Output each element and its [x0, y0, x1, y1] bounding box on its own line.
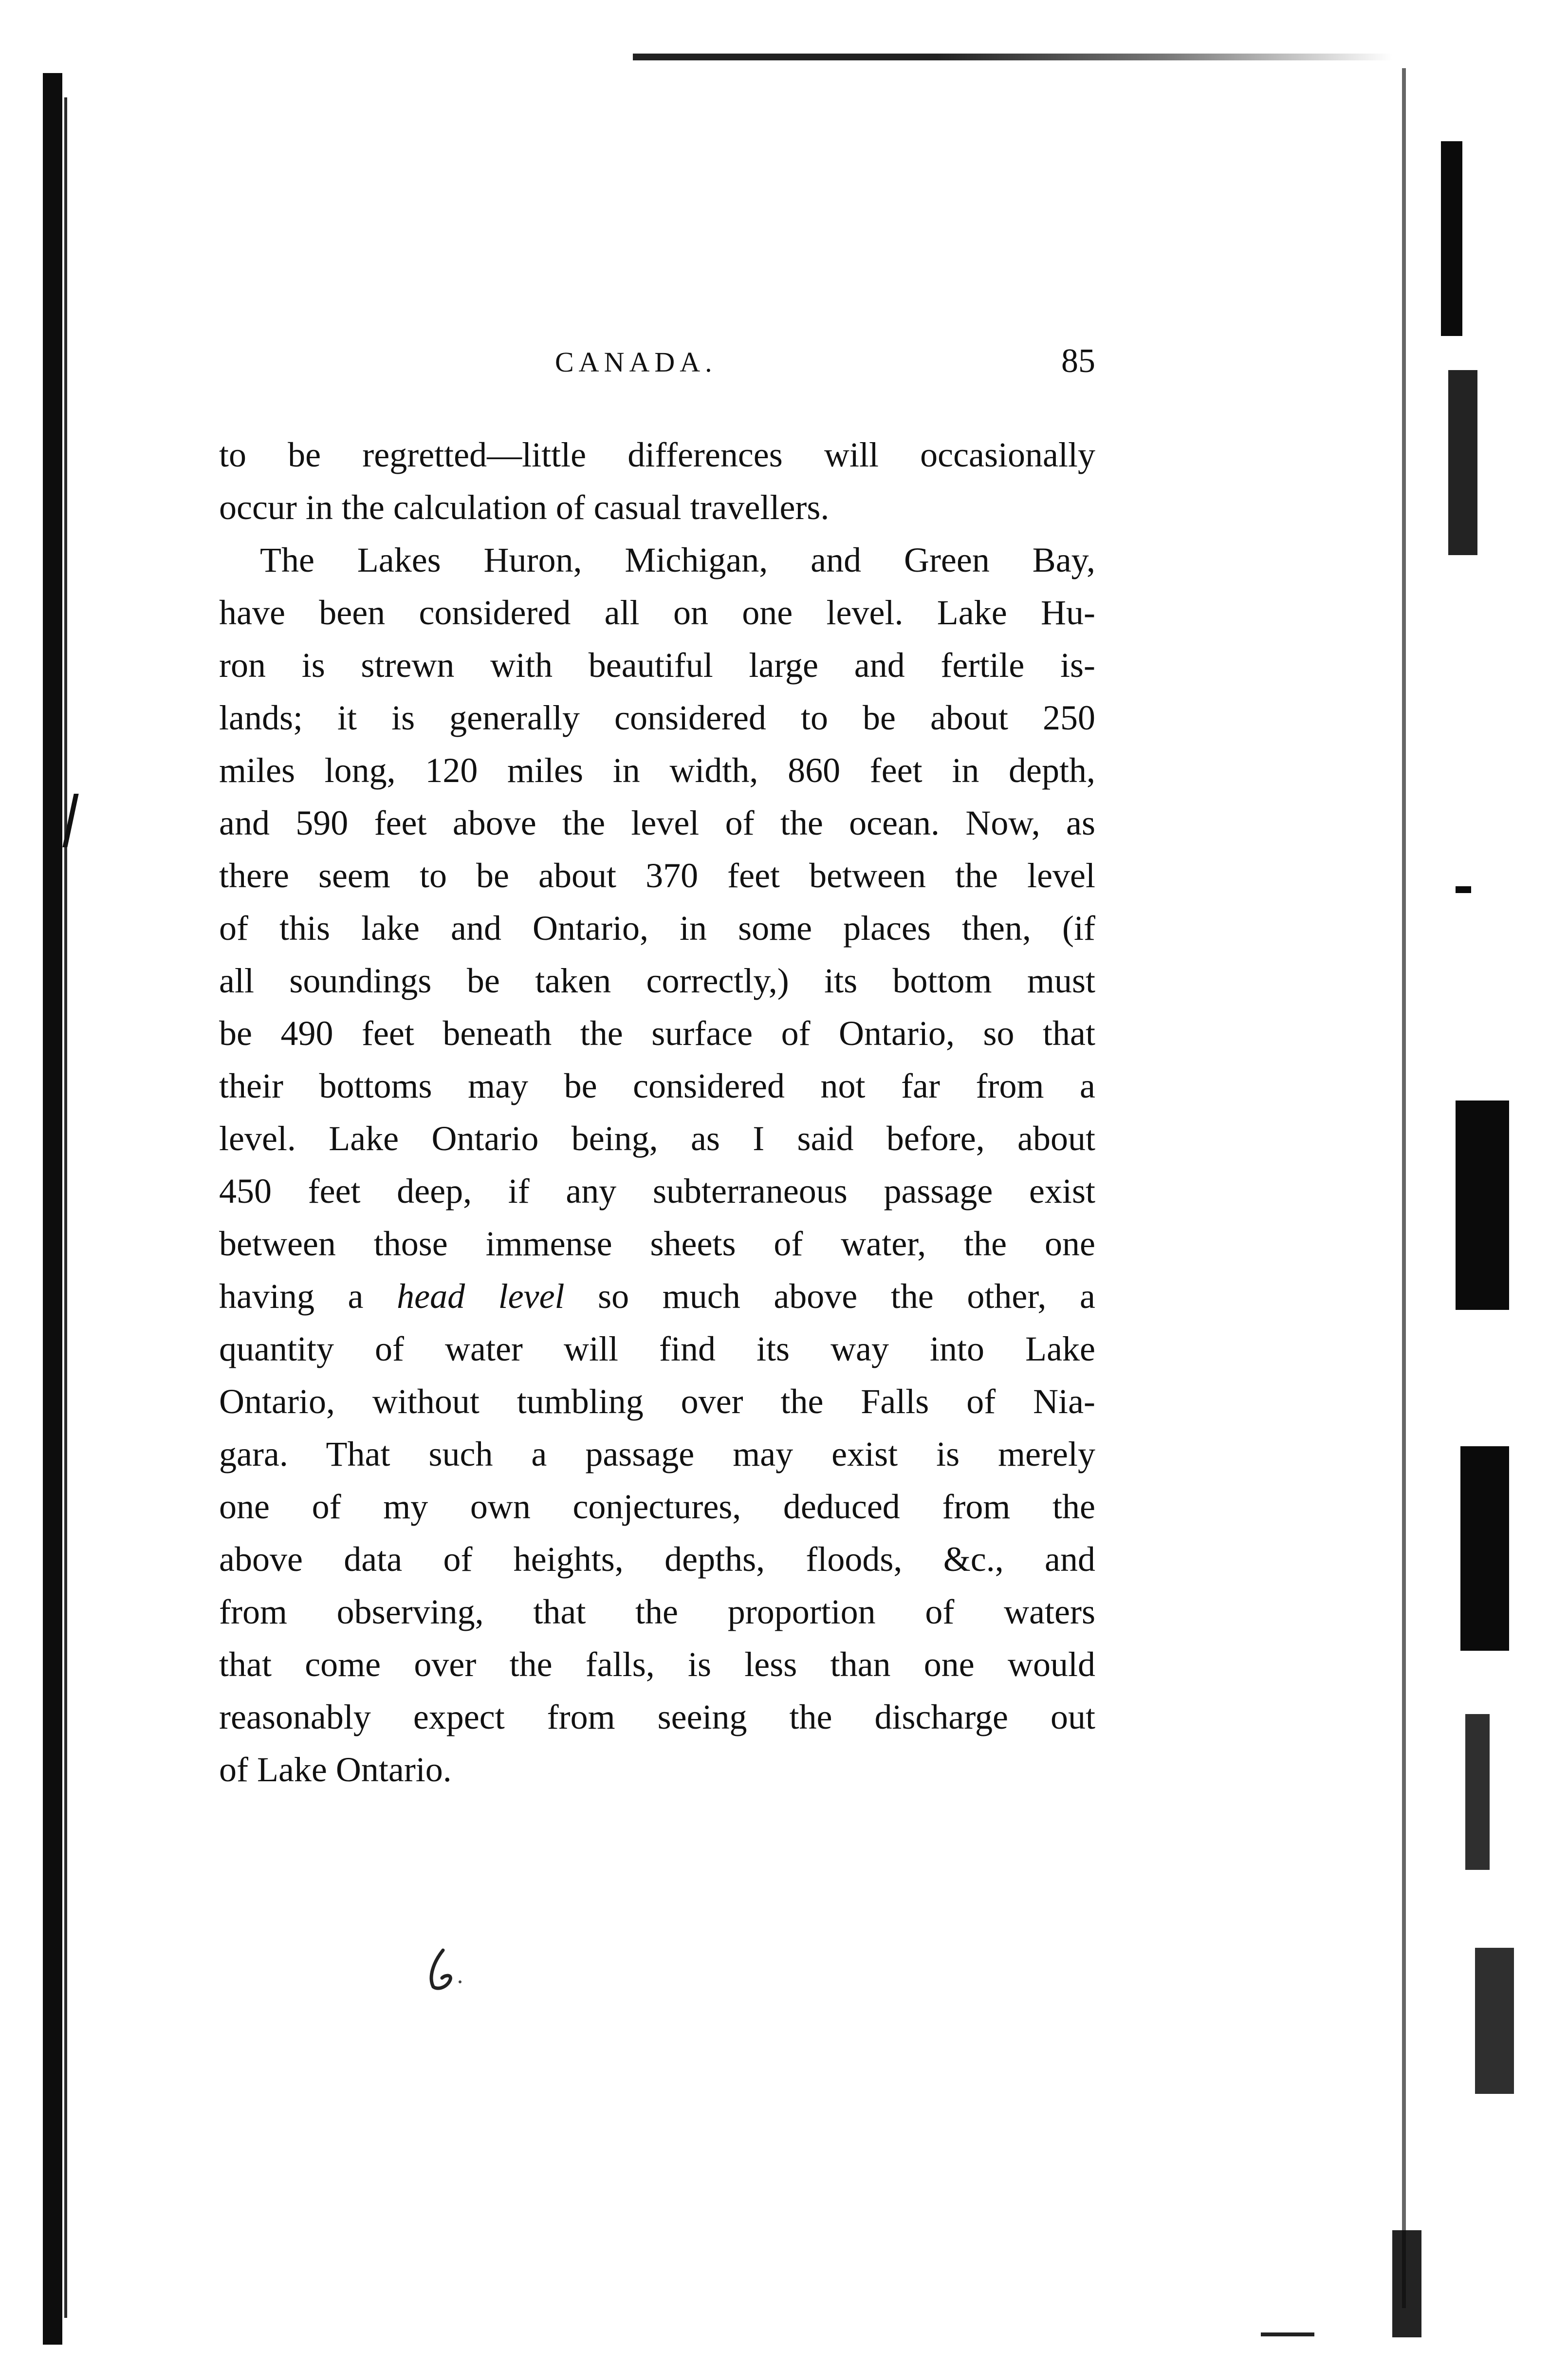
scan-artifact: [1475, 1948, 1514, 2094]
scan-artifact: [1456, 1101, 1509, 1310]
scan-artifact: [1448, 370, 1477, 555]
page-header: [219, 342, 1095, 394]
scan-artifact: [1465, 1714, 1490, 1870]
text-line: gara. That such a passage may exist is merely: [219, 1435, 1095, 1474]
text-line: all soundings be taken correctly,) its bottom must: [219, 961, 1095, 1000]
text-line: their bottoms may be considered not far from a: [219, 1066, 1095, 1105]
text-line: occur in the calculation of casual travellers.: [219, 488, 830, 527]
text-line: level. Lake Ontario being, as I said before, about: [219, 1119, 1095, 1158]
text-line: one of my own conjectures, deduced from the: [219, 1487, 1095, 1526]
text-line: there seem to be about 370 feet between the level: [219, 856, 1095, 895]
scan-artifact: [1441, 141, 1462, 336]
scan-artifact: [1456, 886, 1471, 893]
text-line: from observing, that the proportion of waters: [219, 1592, 1095, 1631]
binding-edge: [43, 73, 62, 2345]
scan-artifact: [1392, 2230, 1421, 2337]
body-text: [219, 429, 1095, 1796]
text-line: above data of heights, depths, floods, &c., and: [219, 1540, 1095, 1579]
text-line: quantity of water will find its way into Lake: [219, 1329, 1095, 1368]
text-line: [219, 1270, 1095, 1323]
text-line: have been considered all on one level. Lake Hu-: [219, 593, 1095, 632]
scan-artifact: [1460, 1446, 1509, 1651]
text-line: to be regretted—little differences will occasionally: [219, 435, 1095, 474]
running-head: CANADA.: [555, 346, 717, 378]
text-line: reasonably expect from seeing the discharge out: [219, 1697, 1095, 1736]
text-line: Ontario, without tumbling over the Falls of Nia-: [219, 1382, 1095, 1421]
text-line: 450 feet deep, if any subterraneous passage exist: [219, 1172, 1095, 1211]
emphasized-text: head level: [397, 1277, 565, 1316]
text-line: miles long, 120 miles in width, 860 feet in depth,: [219, 751, 1095, 790]
scan-top-edge: [633, 54, 1392, 60]
text-segment: so much above the other, a: [564, 1277, 1095, 1316]
binding-edge-shadow: [64, 97, 67, 2318]
text-segment: having a: [219, 1277, 397, 1316]
text-line: lands; it is generally considered to be about 250: [219, 698, 1095, 737]
text-line: that come over the falls, is less than one would: [219, 1645, 1095, 1684]
scan-right-edge: [1402, 68, 1406, 2308]
scan-artifact: [1261, 2332, 1314, 2336]
page-number: 85: [1061, 342, 1095, 380]
text-line: of Lake Ontario.: [219, 1750, 452, 1789]
handwritten-mark: [424, 1948, 462, 1992]
text-line: between those immense sheets of water, the one: [219, 1224, 1095, 1263]
text-line: The Lakes Huron, Michigan, and Green Bay,: [260, 541, 1095, 579]
text-line: and 590 feet above the level of the ocean. Now, as: [219, 803, 1095, 842]
text-line: of this lake and Ontario, in some places then, (if: [219, 909, 1095, 948]
text-line: be 490 feet beneath the surface of Ontario, so that: [219, 1014, 1095, 1053]
text-line: ron is strewn with beautiful large and fertile is-: [219, 646, 1095, 685]
